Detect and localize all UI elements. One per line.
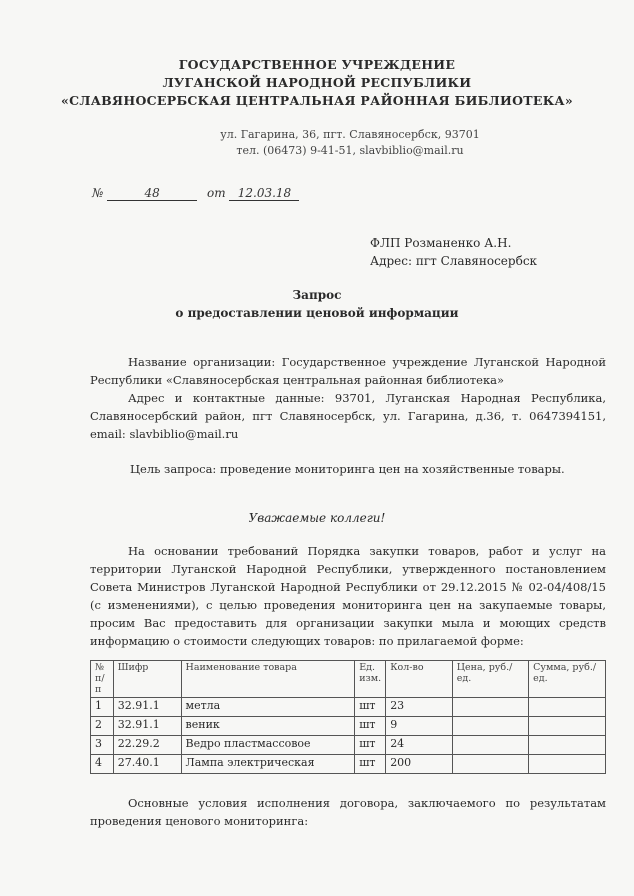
org-name-paragraph [90, 353, 606, 389]
cell-quantity: 9 [386, 717, 453, 736]
table-row [91, 698, 606, 717]
contacts-text: Адрес и контактные данные: 93701, Луганская Народная Республика, Славяносербский район, пгт Славяносербск, ул. Гагарина, д.36, т. 0647394151, email: slavbiblio@mail.ru [90, 391, 606, 441]
cell-price [452, 736, 528, 755]
header-price: Цена, руб./ед. [452, 661, 528, 698]
org-name-text: Название организации: Государственное учреждение Луганской Народной Республики «Славяносербская центральная районная библиотека» [90, 355, 606, 387]
cell-quantity: 200 [386, 755, 453, 774]
table-row [91, 736, 606, 755]
header-number: № п/п [91, 661, 114, 698]
cell-price [452, 755, 528, 774]
request-paragraph [90, 542, 606, 650]
organization-header [0, 56, 634, 110]
table-header-row [91, 661, 606, 698]
cell-quantity: 23 [386, 698, 453, 717]
number-prefix: № [92, 186, 104, 200]
cell-sum [529, 717, 606, 736]
header-sum: Сумма, руб./ед. [529, 661, 606, 698]
cell-price [452, 698, 528, 717]
cell-unit: шт [355, 736, 386, 755]
closing-text: Основные условия исполнения договора, заключаемого по результатам проведения ценового мониторинга: [90, 796, 606, 828]
cell-name: веник [181, 717, 355, 736]
cell-sum [529, 736, 606, 755]
goods-table [90, 660, 606, 774]
registration-line [92, 186, 299, 201]
recipient-name: ФЛП Розманенко А.Н. [370, 236, 512, 250]
cell-sum [529, 755, 606, 774]
cell-code: 32.91.1 [113, 698, 181, 717]
cell-number: 3 [91, 736, 114, 755]
header-code: Шифр [113, 661, 181, 698]
recipient-address: Адрес: пгт Славяносербск [370, 254, 538, 268]
request-text: На основании требований Порядка закупки товаров, работ и услуг на территории Луганской Народной Республики, утвержденного постановлением Совета Министров Луганской Народной Республики от 29.12.2015 № 02-04/408/15 (с изменениями), с целью проведения мониторинга цен на закупаемые товары, просим Вас предоставить для организации закупки мыла и моющих средств информацию о стоимости следующих товаров: по прилагаемой форме: [90, 544, 606, 648]
date-prefix: от [207, 186, 226, 200]
greeting: Уважаемые коллеги! [248, 511, 386, 525]
cell-number: 4 [91, 755, 114, 774]
table-row [91, 717, 606, 736]
org-line-3: «СЛАВЯНОСЕРБСКАЯ ЦЕНТРАЛЬНАЯ РАЙОННАЯ БИБЛИОТЕКА» [60, 93, 574, 108]
cell-code: 22.29.2 [113, 736, 181, 755]
header-quantity: Кол-во [386, 661, 453, 698]
cell-code: 32.91.1 [113, 717, 181, 736]
contacts-paragraph [90, 389, 606, 443]
contacts-line: тел. (06473) 9-41-51, slavbiblio@mail.ru [236, 144, 464, 157]
organization-address [150, 127, 550, 159]
header-name: Наименование товара [181, 661, 355, 698]
table-row [91, 755, 606, 774]
cell-price [452, 717, 528, 736]
cell-number: 1 [91, 698, 114, 717]
cell-quantity: 24 [386, 736, 453, 755]
cell-name: Ведро пластмассовое [181, 736, 355, 755]
header-unit: Ед. изм. [355, 661, 386, 698]
cell-number: 2 [91, 717, 114, 736]
cell-code: 27.40.1 [113, 755, 181, 774]
title-line-1: Запрос [292, 288, 342, 302]
org-line-2: ЛУГАНСКОЙ НАРОДНОЙ РЕСПУБЛИКИ [162, 75, 472, 90]
registration-number: 48 [107, 186, 197, 201]
closing-paragraph [90, 794, 606, 830]
cell-sum [529, 698, 606, 717]
cell-name: Лампа электрическая [181, 755, 355, 774]
registration-date: 12.03.18 [229, 186, 299, 201]
address-line: ул. Гагарина, 36, пгт. Славяносербск, 93701 [220, 128, 480, 141]
cell-name: метла [181, 698, 355, 717]
cell-unit: шт [355, 698, 386, 717]
org-line-1: ГОСУДАРСТВЕННОЕ УЧРЕЖДЕНИЕ [178, 57, 456, 72]
recipient-block [370, 234, 537, 270]
document-title [0, 286, 634, 322]
cell-unit: шт [355, 717, 386, 736]
title-line-2: о предоставлении ценовой информации [175, 306, 459, 320]
cell-unit: шт [355, 755, 386, 774]
purpose-paragraph: Цель запроса: проведение мониторинга цен на хозяйственные товары. [130, 462, 565, 476]
